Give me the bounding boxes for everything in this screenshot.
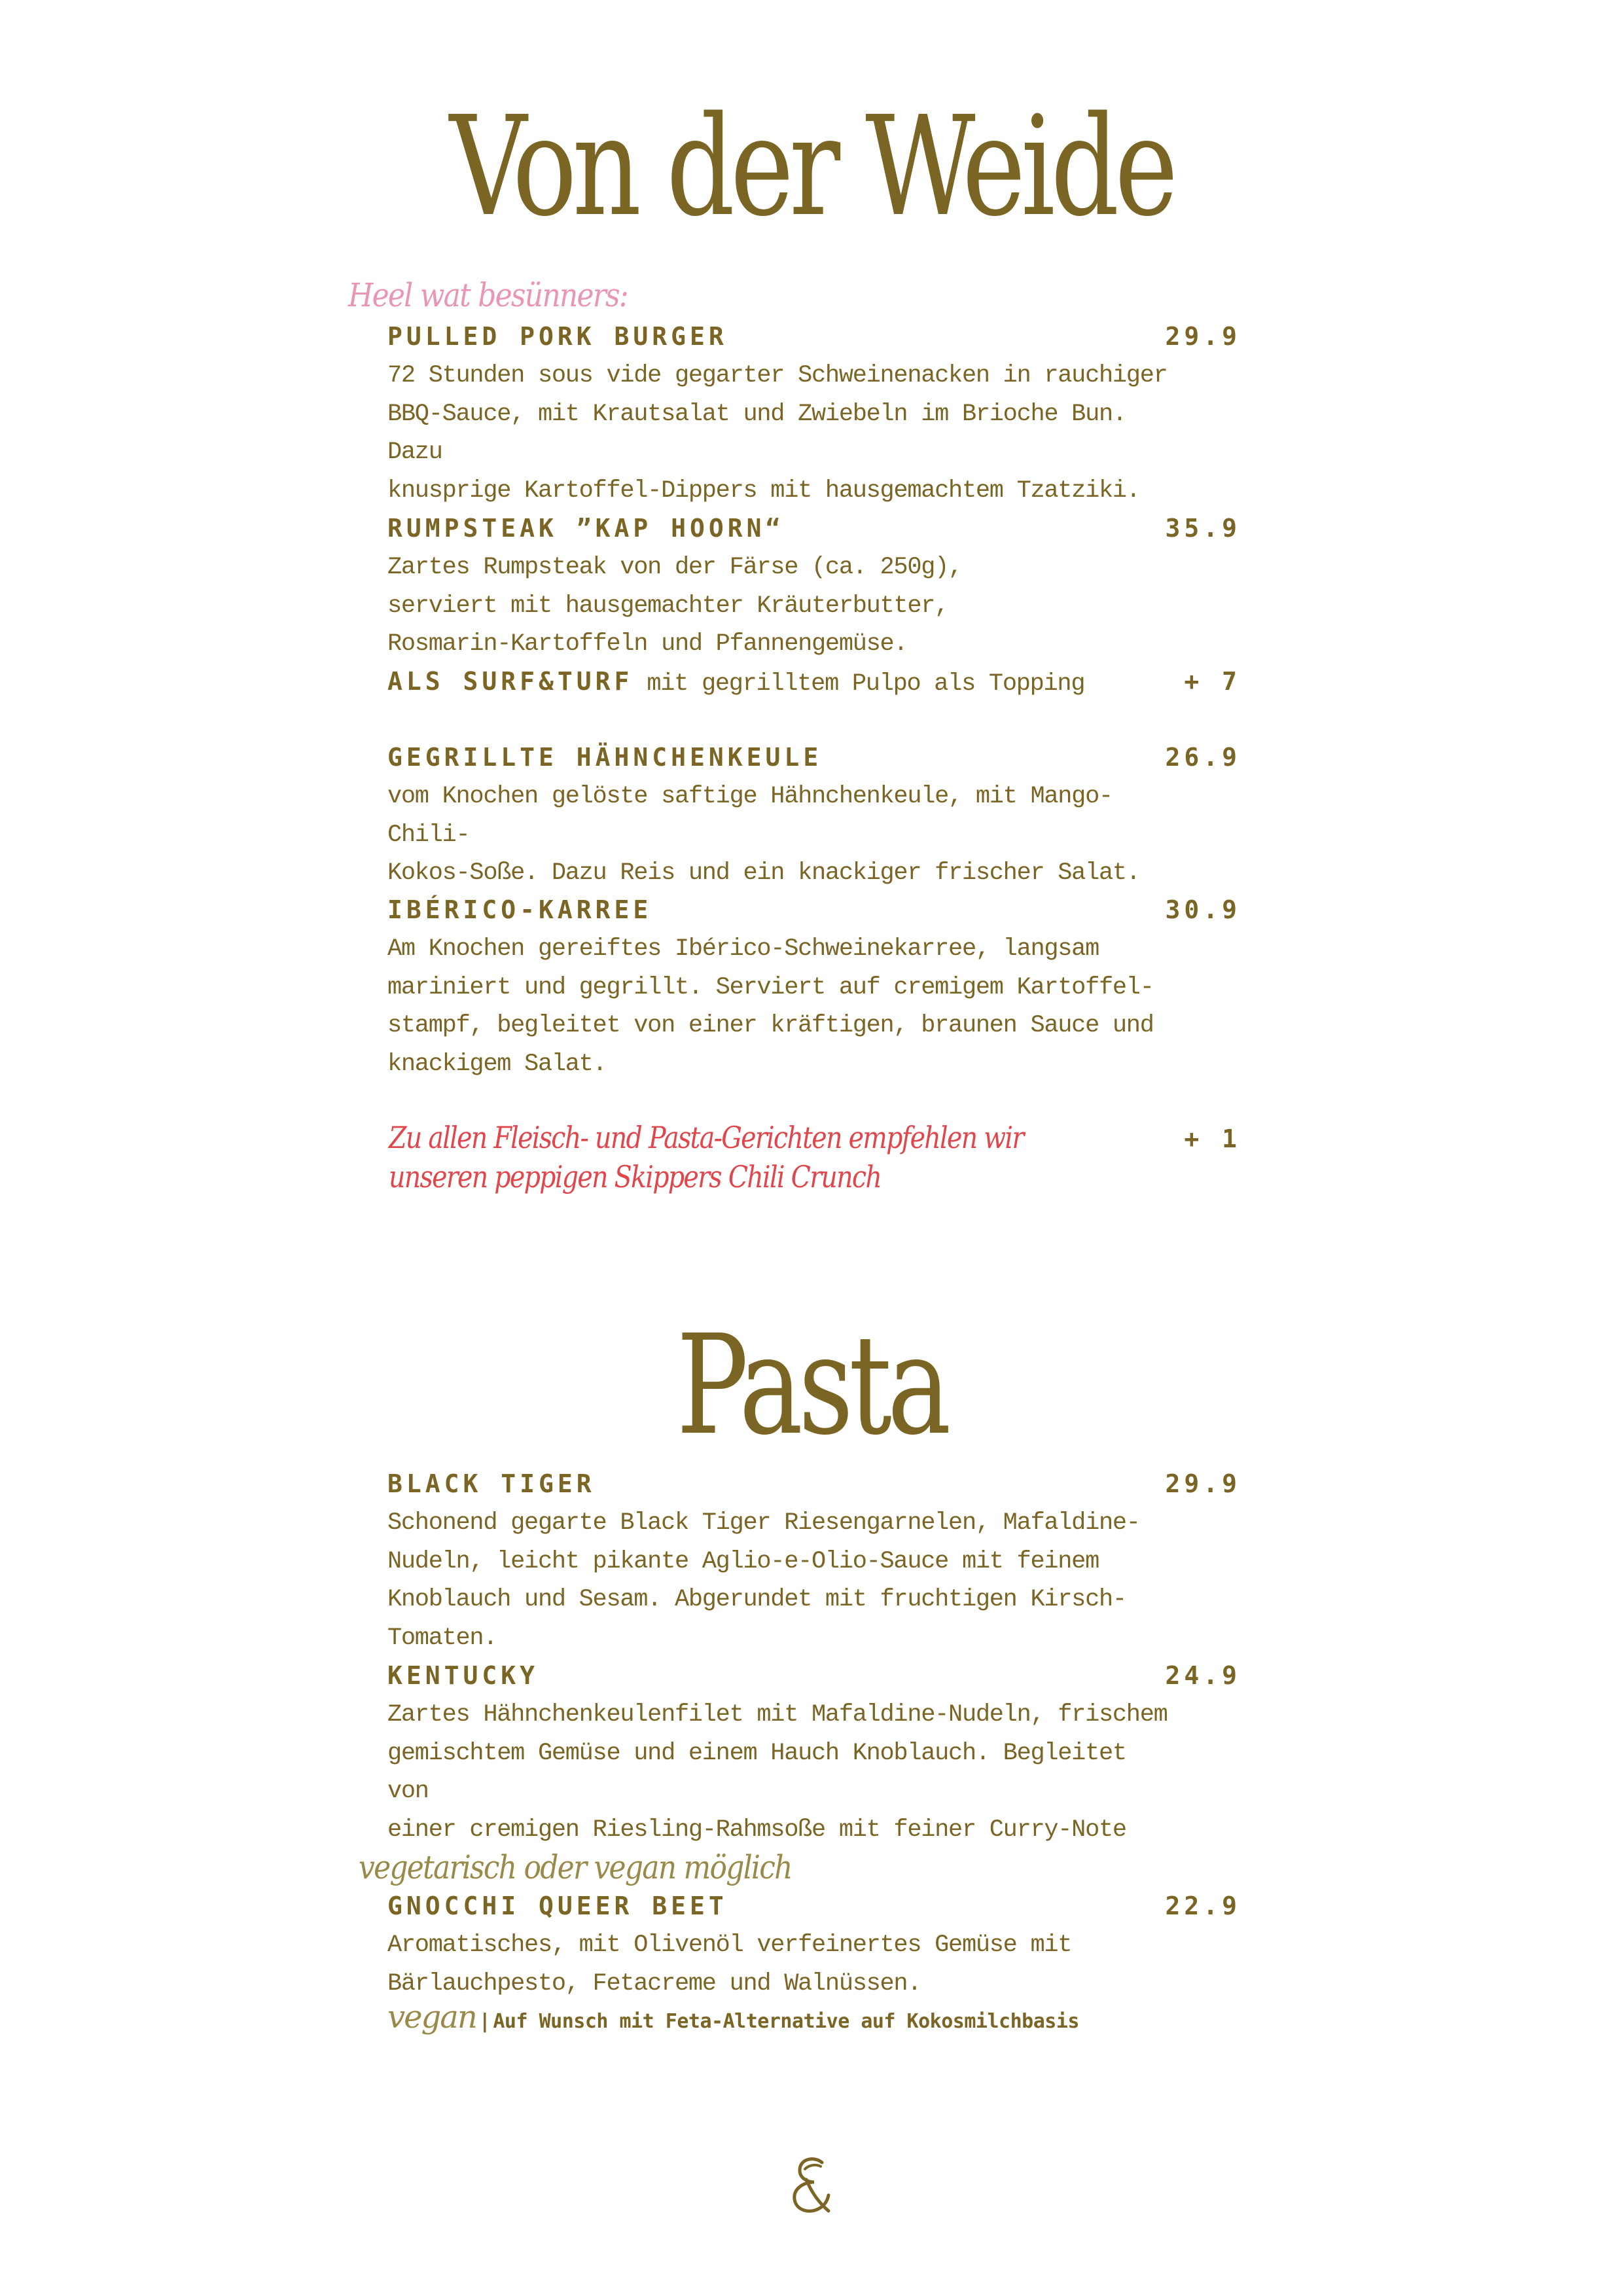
item-description-kentucky: Zartes Hähnchenkeulenfilet mit Mafaldine-Nudeln, frischem gemischtem Gemüse und einem Hauch Knoblauch. Begleitet von einer cremigen Riesling-Rahmsoße mit feiner Curry-Note (387, 1701, 1168, 1844)
vegan-option (387, 1999, 1079, 2036)
item-price-black-tiger: 29.9 (1165, 1469, 1241, 1498)
item-description-iberico-karree: Am Knochen gereiftes Ibérico-Schweinekarree, langsam mariniert und gegrillt. Serviert auf cremigem Kartoffel- stampf, begleitet von einer kräftigen, braunen Sauce und knackigem Salat. (387, 935, 1154, 1078)
item-name-kentucky: KENTUCKY (387, 1661, 539, 1690)
vegan-separator: | (478, 2010, 491, 2033)
chili-crunch-note: Zu allen Fleisch- und Pasta-Gerichten empfehlen wir unseren peppigen Skippers Chili Crunch (389, 1120, 1024, 1194)
surf-and-turf-label: ALS SURF&TURF (387, 667, 633, 696)
item-name-pulled-pork-burger: PULLED PORK BURGER (387, 322, 728, 351)
item-name-rumpsteak: RUMPSTEAK ”KAP HOORN“ (387, 514, 785, 543)
tagline-vegetarisch: vegetarisch oder vegan möglich (359, 1848, 792, 1886)
ampersand-logo-icon (785, 2153, 838, 2219)
tagline-heel-wat: Heel wat besünners: (348, 276, 628, 314)
item-description-gegrillte-haehnchenkeule: vom Knochen gelöste saftige Hähnchenkeule, mit Mango-Chili- Kokos-Soße. Dazu Reis und ein knackiger frischer Salat. (387, 783, 1140, 887)
vegan-option-text: Auf Wunsch mit Feta-Alternative auf Kokosmilchbasis (493, 2010, 1079, 2033)
item-description-gnocchi-queer-beet: Aromatisches, mit Olivenöl verfeinertes Gemüse mit Bärlauchpesto, Fetacreme und Walnüssen. (387, 1931, 1072, 1998)
item-description-black-tiger: Schonend gegarte Black Tiger Riesengarnelen, Mafaldine- Nudeln, leicht pikante Aglio-e-Olio-Sauce mit feinem Knoblauch und Sesam. Abgerundet mit fruchtigen Kirsch-Tomaten. (387, 1509, 1140, 1652)
section-title-weide: Von der Weide (449, 86, 1174, 247)
vegan-label: vegan (387, 1999, 476, 2036)
item-description-rumpsteak: Zartes Rumpsteak von der Färse (ca. 250g), serviert mit hausgemachter Kräuterbutter, Rosmarin-Kartoffeln und Pfannengemüse. (387, 554, 962, 658)
item-price-gegrillte-haehnchenkeule: 26.9 (1165, 743, 1241, 772)
item-name-black-tiger: BLACK TIGER (387, 1469, 596, 1498)
chili-crunch-price: + 1 (1184, 1124, 1241, 1153)
item-description-pulled-pork-burger: 72 Stunden sous vide gegarter Schweinenacken in rauchiger BBQ-Sauce, mit Krautsalat und Zwiebeln im Brioche Bun. Dazu knusprige Kartoffel-Dippers mit hausgemachtem Tzatziki. (387, 362, 1168, 505)
item-name-gegrillte-haehnchenkeule: GEGRILLTE HÄHNCHENKEULE (387, 743, 823, 772)
item-name-gnocchi-queer-beet: GNOCCHI QUEER BEET (387, 1892, 728, 1920)
item-price-gnocchi-queer-beet: 22.9 (1165, 1892, 1241, 1920)
surf-and-turf-text: mit gegrilltem Pulpo als Topping (647, 670, 1085, 698)
item-name-iberico-karree: IBÉRICO-KARREE (387, 895, 652, 924)
surf-and-turf-option (387, 667, 1084, 698)
item-price-pulled-pork-burger: 29.9 (1165, 322, 1241, 351)
section-title-pasta: Pasta (676, 1305, 947, 1465)
item-price-iberico-karree: 30.9 (1165, 895, 1241, 924)
surf-and-turf-price: + 7 (1184, 667, 1241, 696)
item-price-kentucky: 24.9 (1165, 1661, 1241, 1690)
item-price-rumpsteak: 35.9 (1165, 514, 1241, 543)
